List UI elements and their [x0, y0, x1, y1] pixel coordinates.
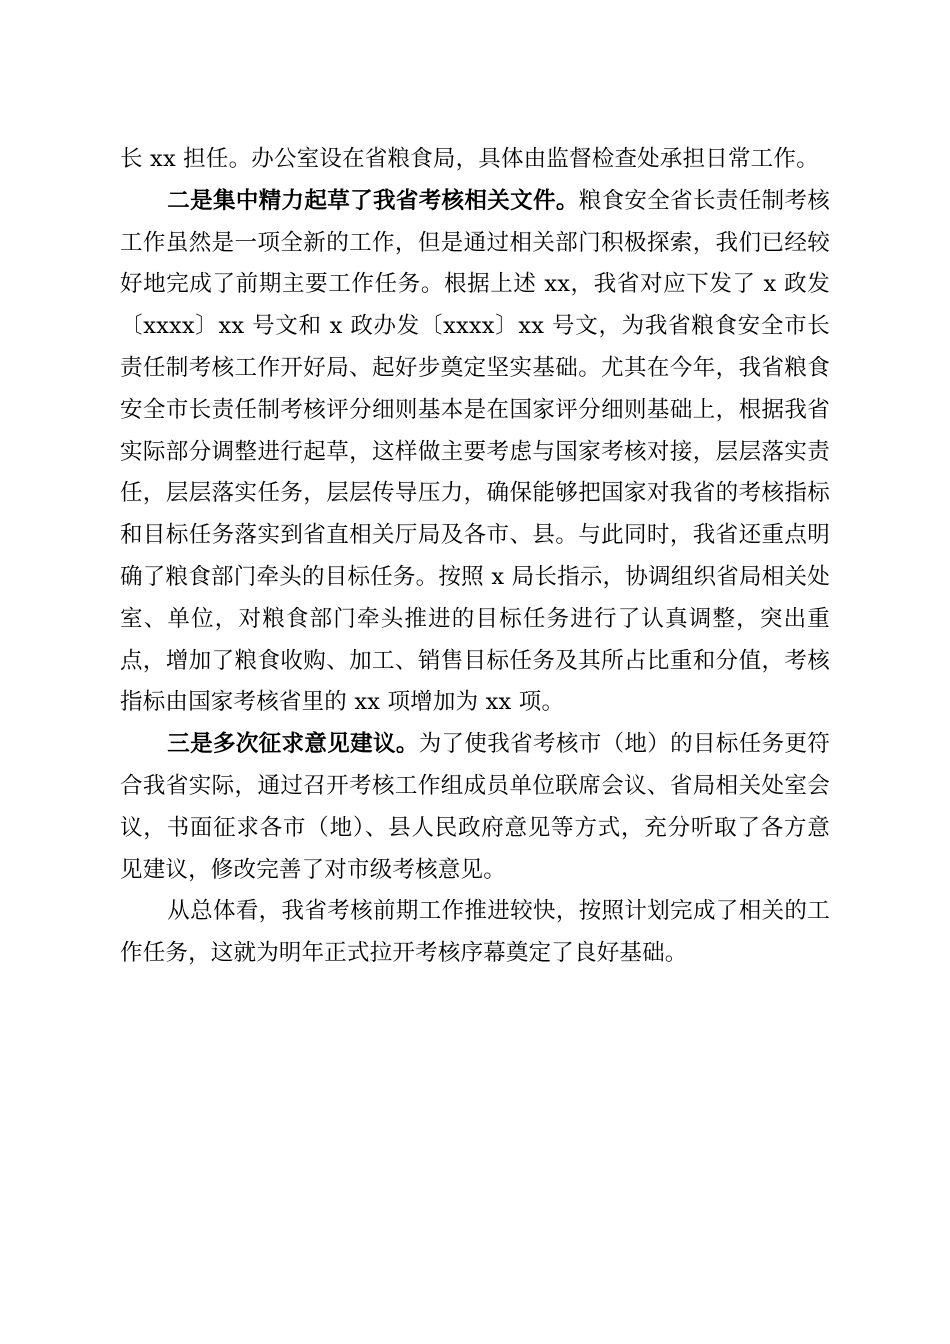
paragraph-lead-heading: 二是集中精力起草了我省考核相关文件。: [167, 187, 579, 214]
paragraph-lead-heading: 三是多次征求意见建议。: [167, 731, 419, 758]
paragraph-text: 粮食安全省长责任制考核工作虽然是一项全新的工作，但是通过相关部门积极探索，我们已经较好地完成了前期主要工作任务。根据上述 xx，我省对应下发了 x 政发〔xxxx〕xx 号文和 x 政办发〔xxxx〕xx 号文，为我省粮食安全市长责任制考核工作开好局、起好步奠定坚实基础。尤其在今年，我省粮食安全市长责任制考核评分细则基本是在国家评分细则基础上，根据我省实际部分调整进行起草，这样做主要考虑与国家考核对接，层层落实责任，层层落实任务，层层传导压力，确保能够把国家对我省的考核指标和目标任务落实到省直相关厅局及各市、县。与此同时，我省还重点明确了粮食部门牵头的目标任务。按照 x 局长指示，协调组织省局相关处室、单位，对粮食部门牵头推进的目标任务进行了认真调整，突出重点，增加了粮食收购、加工、销售目标任务及其所占比重和分值，考核指标由国家考核省里的 xx 项增加为 xx 项。: [120, 187, 831, 716]
paragraph-text: 长 xx 担任。办公室设在省粮食局，具体由监督检查处承担日常工作。: [120, 146, 819, 172]
paragraph-point-three: [120, 724, 830, 891]
paragraph-text: 为了使我省考核市（地）的目标任务更符合我省实际，通过召开考核工作组成员单位联席会议、省局相关处室会议，书面征求各市（地）、县人民政府意见等方式，充分听取了各方意见建议，修改完善了对市级考核意见。: [120, 731, 830, 883]
paragraph-continuation: [120, 139, 830, 181]
document-body: [120, 139, 830, 975]
paragraph-text: 从总体看，我省考核前期工作推进较快，按照计划完成了相关的工作任务，这就为明年正式拉开考核序幕奠定了良好基础。: [120, 898, 830, 967]
paragraph-point-two: [120, 181, 830, 724]
paragraph-summary: [120, 891, 830, 975]
